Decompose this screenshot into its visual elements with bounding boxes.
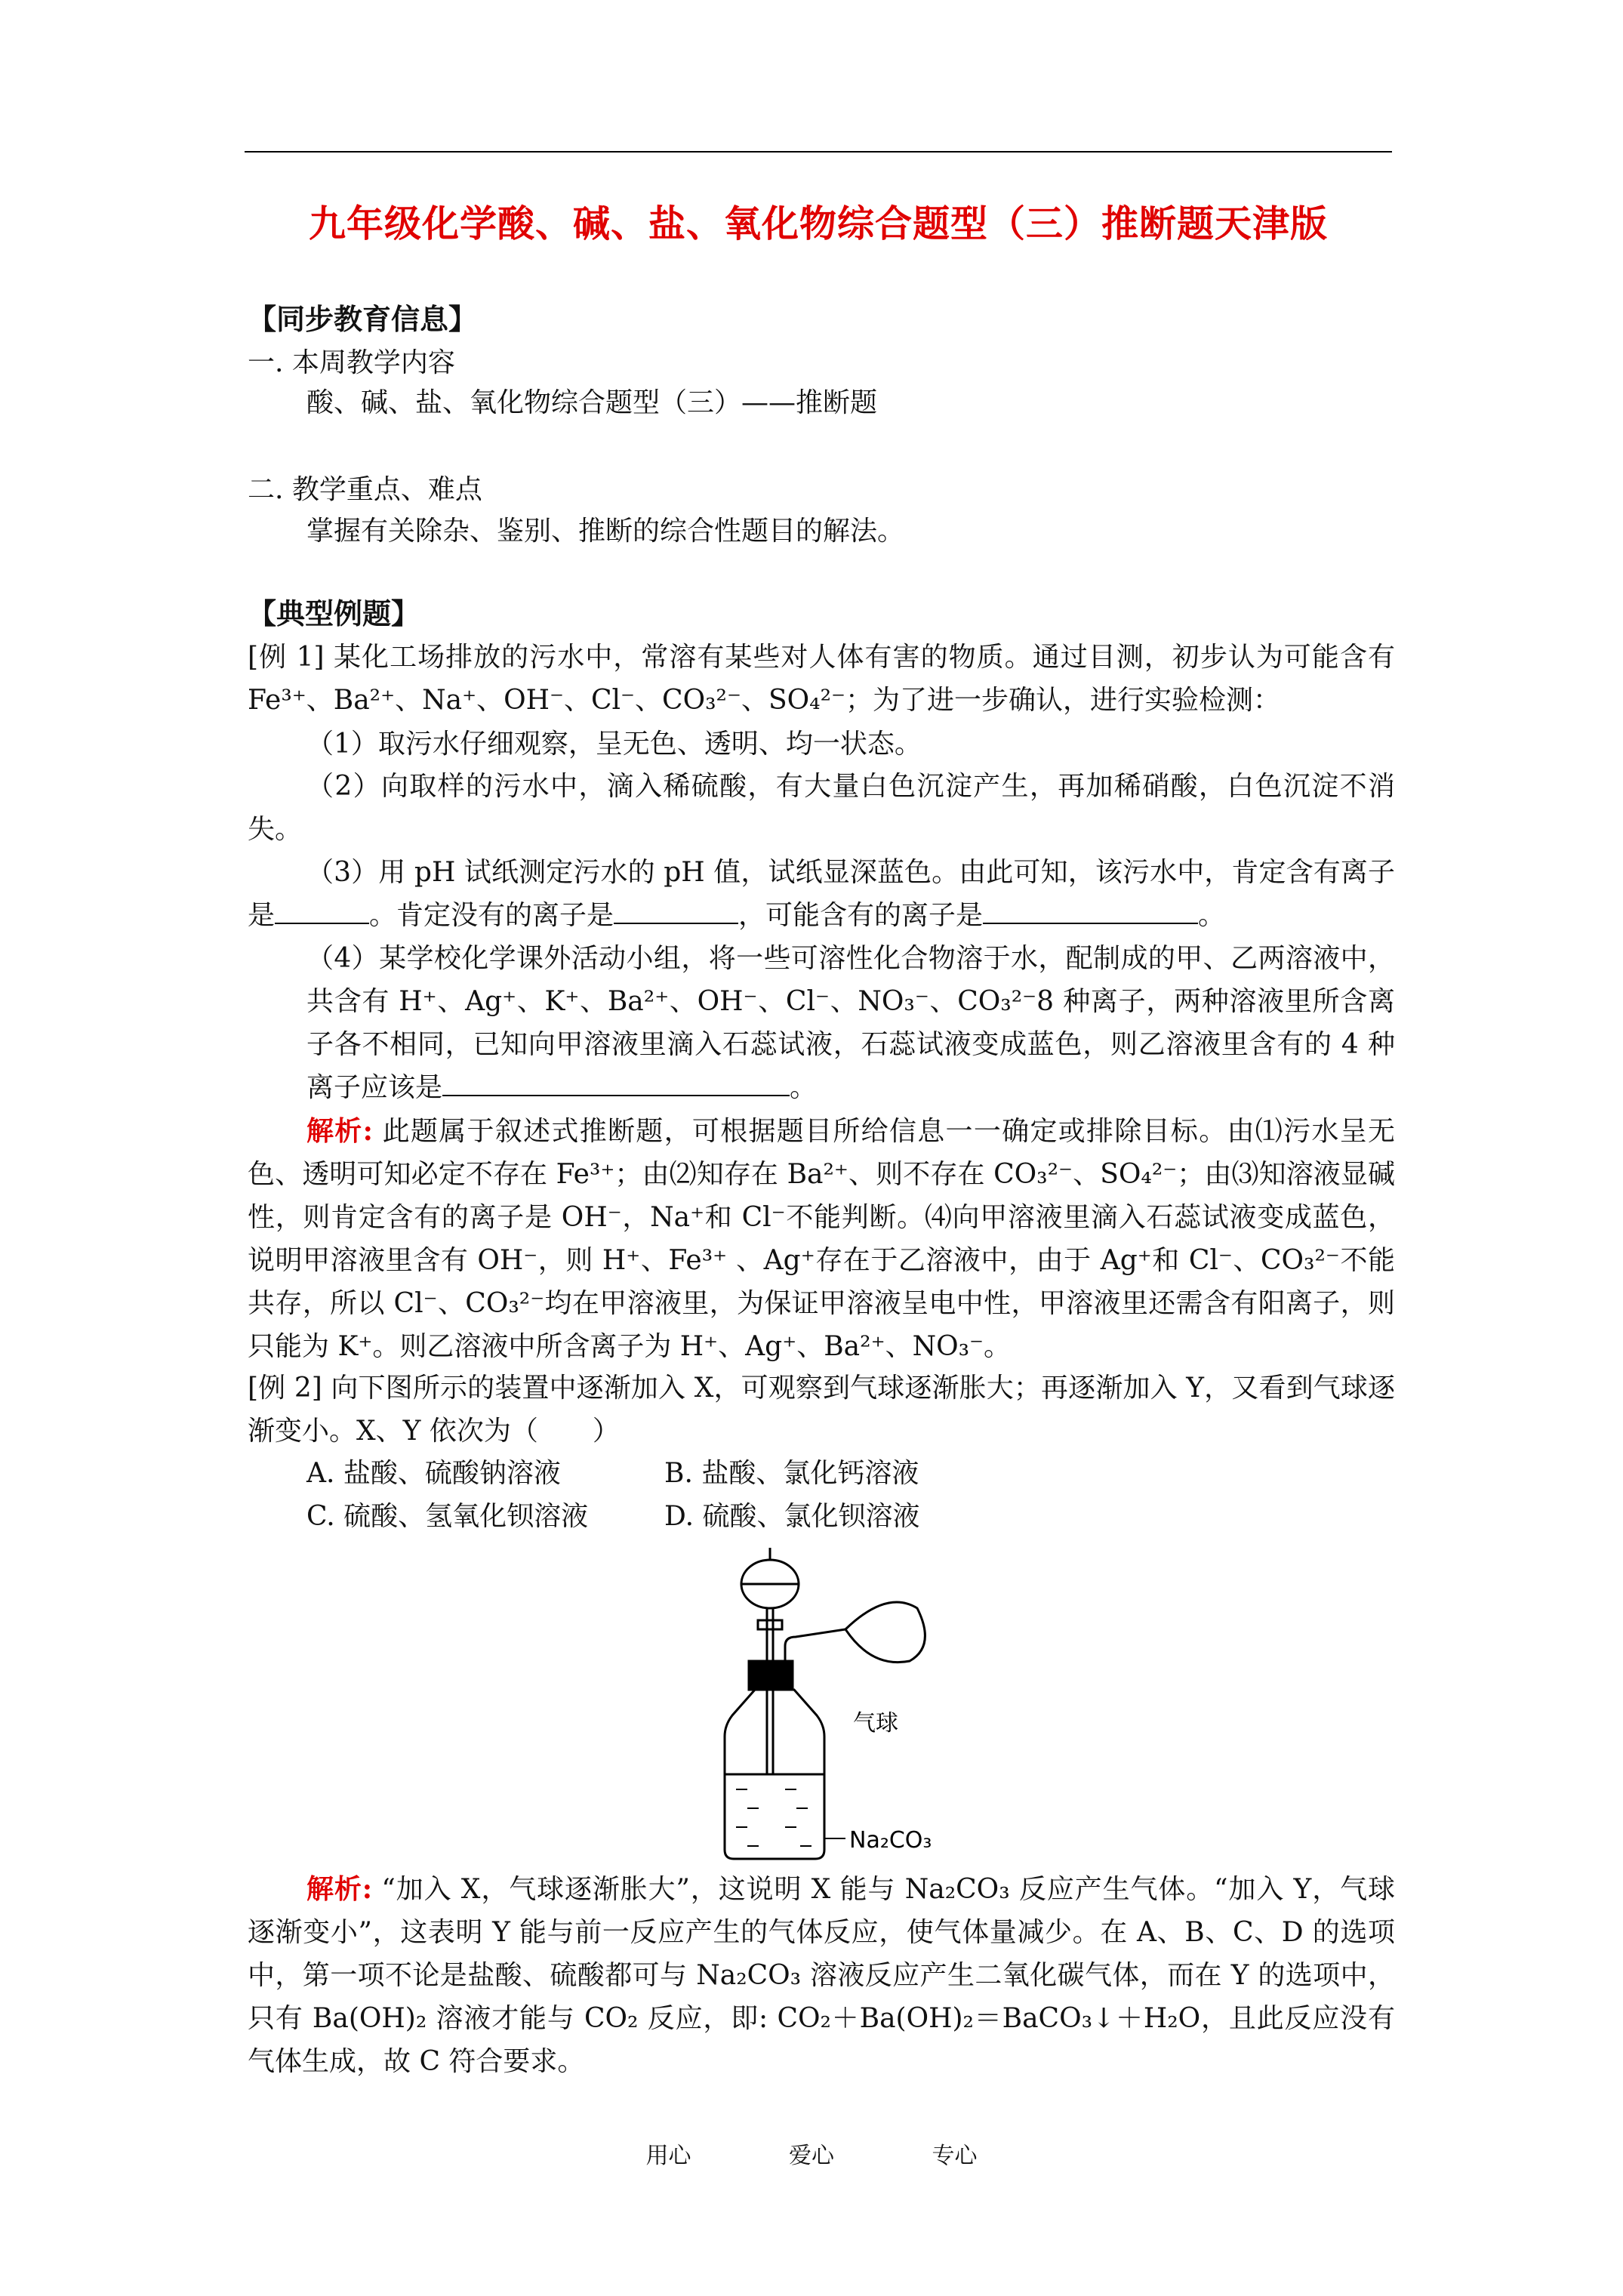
option-c: C. 硫酸、氢氧化钡溶液 xyxy=(306,1501,589,1532)
footer-item: 用心 xyxy=(645,2143,691,2169)
ex2-label: [例 2] xyxy=(248,1373,322,1404)
ex1-step3-text-b: 。肯定没有的离子是 xyxy=(369,900,614,931)
section2-body: 掌握有关除杂、鉴别、推断的综合性题目的解法。 xyxy=(306,516,905,547)
footer-item: 专心 xyxy=(932,2143,978,2169)
apparatus-figure xyxy=(702,1548,974,1865)
answer-blank[interactable] xyxy=(614,900,738,924)
answer-blank[interactable] xyxy=(275,900,369,924)
ex1-text2: ；为了进一步确认，进行实验检测： xyxy=(845,685,1281,716)
analysis-label: 解析: xyxy=(306,1873,373,1905)
ex1-step3-text-c: ，可能含有的离子是 xyxy=(738,900,984,931)
section1-body: 酸、碱、盐、氧化物综合题型（三）——推断题 xyxy=(306,387,878,418)
page-footer xyxy=(0,2137,1623,2170)
balloon xyxy=(845,1602,925,1663)
section1-title: 一. 本周教学内容 xyxy=(248,347,455,378)
ex1-step3-text-a: （3）用 pH 试纸测定污水的 pH 值，试纸显深蓝色。由此可知，该污水中，肯定含有离子是 xyxy=(248,857,1395,931)
sync-heading: 【同步教育信息】 xyxy=(248,303,478,336)
balloon-label: 气球 xyxy=(853,1710,898,1737)
analysis-label: 解析: xyxy=(306,1115,373,1147)
examples-heading: 【典型例题】 xyxy=(248,597,420,630)
ex1-text1: 某化工场排放的污水中，常溶有某些对人体有害的物质。通过目测，初步认为可能含有 xyxy=(334,642,1395,673)
ex1-step2: （2）向取样的污水中，滴入稀硫酸，有大量白色沉淀产生，再加稀硝酸，白色沉淀不消失。 xyxy=(248,771,1395,845)
page-title: 九年级化学酸、碱、盐、氧化物综合题型（三）推断题天津版 xyxy=(308,202,1328,245)
reagent-label: Na₂CO₃ xyxy=(849,1827,932,1854)
ex2-analysis-text: “加入 X，气球逐渐胀大”，这说明 X 能与 Na₂CO₃ 反应产生气体。“加入 Y，气球逐渐变小”，这表明 Y 能与前一反应产生的气体反应，使气体量减少。在 A、B、C、D 的选项中，第一项不论是盐酸、硫酸都可与 Na₂CO₃ 溶液反应产生二氧化碳气体，而在 Y 的选项中，只有 Ba(OH)₂ 溶液才能与 CO₂ 反应，即: CO₂＋Ba(OH)₂＝BaCO₃↓＋H₂O，且此反应没有气体生成，故 C 符合要求。 xyxy=(248,1874,1395,2077)
ex1-analysis xyxy=(248,1110,1395,1368)
answer-blank[interactable] xyxy=(983,900,1198,924)
ex1-step4-end: 。 xyxy=(790,1072,818,1103)
ex1-label: [例 1] xyxy=(248,642,325,673)
ex1-step4 xyxy=(248,937,1395,1109)
ex1-question xyxy=(248,636,1395,722)
ex1-step1: （1）取污水仔细观察，呈无色、透明、均一状态。 xyxy=(306,729,922,760)
option-d: D. 硫酸、氯化钡溶液 xyxy=(664,1501,920,1532)
ex1-step4-text: （4）某学校化学课外活动小组，将一些可溶性化合物溶于水，配制成的甲、乙两溶液中，共含有 H⁺、Ag⁺、K⁺、Ba²⁺、OH⁻、Cl⁻、NO₃⁻、CO₃²⁻8 种离子，两种溶液里所含离子各不相同，已知向甲溶液里滴入石蕊试液，石蕊试液变成蓝色，则乙溶液里含有的 4 种离子应该是 xyxy=(306,943,1395,1103)
ex2-text: 向下图所示的装置中逐渐加入 X，可观察到气球逐渐胀大；再逐渐加入 Y，又看到气球逐渐变小。X、Y 依次为（ ） xyxy=(248,1373,1395,1447)
ex1-step3-text-d: 。 xyxy=(1198,900,1226,931)
ex1-ions: Fe³⁺、Ba²⁺、Na⁺、OH⁻、Cl⁻、CO₃²⁻、SO₄²⁻ xyxy=(248,685,846,716)
section2-title: 二. 教学重点、难点 xyxy=(248,474,482,505)
ex1-step3 xyxy=(248,851,1395,937)
ex1-analysis-text: 此题属于叙述式推断题，可根据题目所给信息一一确定或排除目标。由⑴污水呈无色、透明可知必定不存在 Fe³⁺；由⑵知存在 Ba²⁺、则不存在 CO₃²⁻、SO₄²⁻；由⑶知溶液显碱性，则肯定含有的离子是 OH⁻，Na⁺和 Cl⁻不能判断。⑷向甲溶液里滴入石蕊试液变成蓝色，说明甲溶液里含有 OH⁻，则 H⁺、Fe³⁺ 、Ag⁺存在于乙溶液中，由于 Ag⁺和 Cl⁻、CO₃²⁻不能共存，所以 Cl⁻、CO₃²⁻均在甲溶液里，为保证甲溶液呈电中性，甲溶液里还需含有阳离子，则只能为 K⁺。则乙溶液中所含离子为 H⁺、Ag⁺、Ba²⁺、NO₃⁻。 xyxy=(248,1116,1395,1362)
option-b: B. 盐酸、氯化钙溶液 xyxy=(664,1458,919,1489)
top-rule xyxy=(245,151,1392,153)
ex2-question xyxy=(248,1367,1395,1453)
answer-blank[interactable] xyxy=(442,1072,790,1096)
ex2-analysis xyxy=(248,1868,1395,2083)
footer-item: 爱心 xyxy=(789,2143,834,2169)
option-a: A. 盐酸、硫酸钠溶液 xyxy=(306,1458,561,1489)
